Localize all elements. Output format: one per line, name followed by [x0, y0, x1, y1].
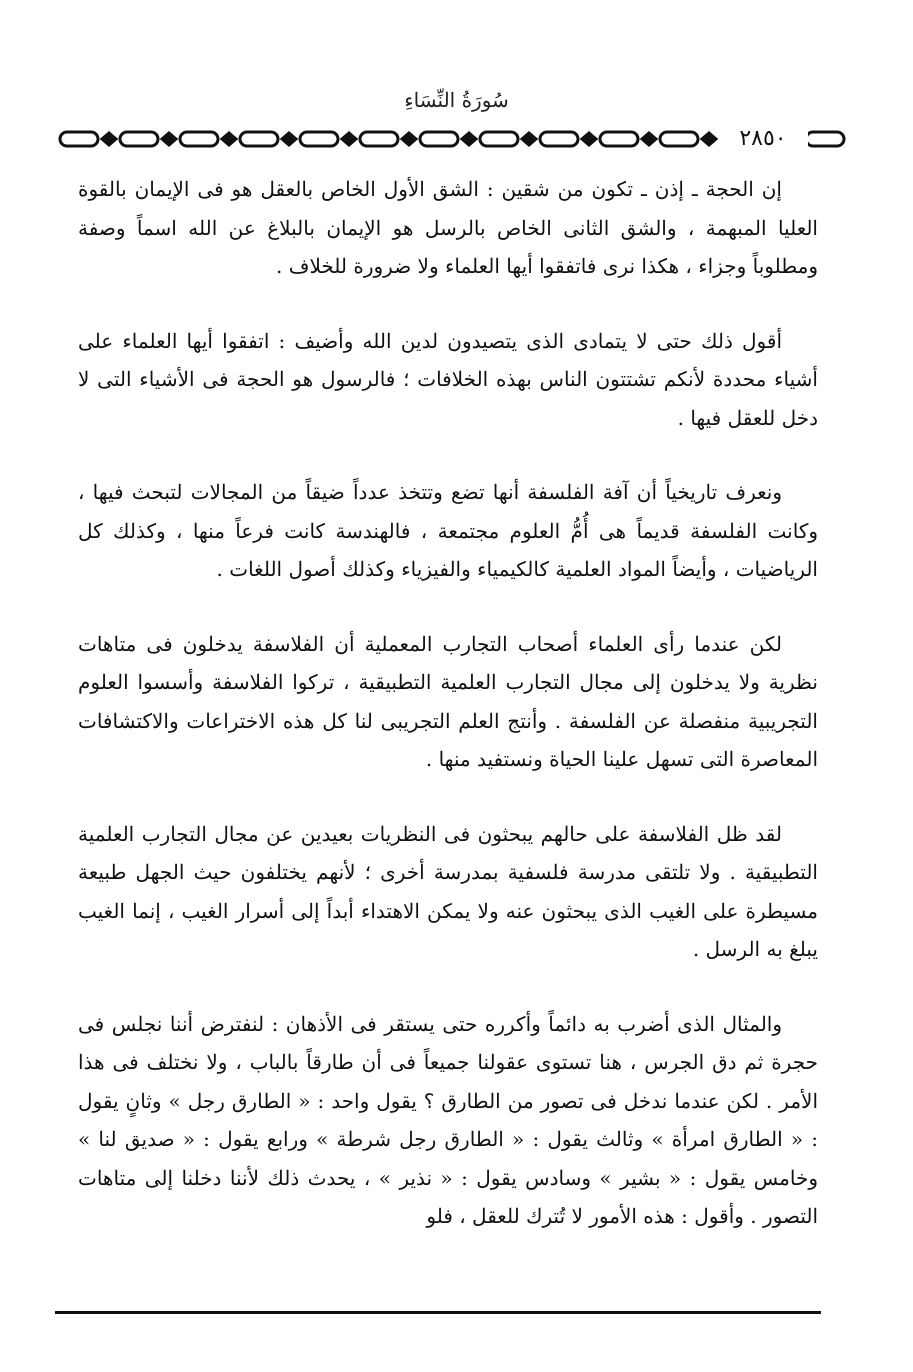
- footer-rule: [55, 1311, 821, 1314]
- paragraph: لكن عندما رأى العلماء أصحاب التجارب المعملية أن الفلاسفة يدخلون فى متاهات نظرية ولا يدخلون إلى مجال التجارب العلمية التطبيقية ، تركوا الفلاسفة وأسسوا العلوم التجريبية منفصلة عن الفلسفة . وأنتج العلم التجريبى لنا كل هذه الاختراعات والاكتشافات المعاصرة التى تسهل علينا الحياة ونستفيد منها .: [78, 631, 818, 771]
- body-text: [78, 170, 818, 1272]
- paragraph: ونعرف تاريخياً أن آفة الفلسفة أنها تضع وتتخذ عدداً ضيقاً من المجالات لتبحث فيها ، وكانت الفلسفة قديماً هى أُمُّ العلوم مجتمعة ، فالهندسة كانت فرعاً منها ، وكذلك كل الرياضيات ، وأيضاً المواد العلمية كالكيمياء والفيزياء وكذلك أصول اللغات .: [78, 480, 818, 581]
- paragraph: إن الحجة ـ إذن ـ تكون من شقين : الشق الأول الخاص بالعقل هو فى الإيمان بالقوة العليا المبهمة ، والشق الثانى الخاص بالرسل هو الإيمان بالبلاغ عن الله اسماً وصفة ومطلوباً وجزاء ، هكذا نرى فاتفقوا أيها العلماء ولا ضرورة للخلاف .: [78, 177, 818, 278]
- paragraph: والمثال الذى أضرب به دائماً وأكرره حتى يستقر فى الأذهان : لنفترض أننا نجلس فى حجرة ثم دق الجرس ، هنا تستوى عقولنا جميعاً فى أن طارقاً بالباب ، ولا نختلف فى هذا الأمر . لكن عندما ندخل فى تصور من الطارق ؟ يقول واحد : « الطارق رجل » وثانٍ يقول : « الطارق امرأة » وثالث يقول : « الطارق رجل شرطة » ورابع يقول : « صديق لنا » وخامس يقول : « بشير » وسادس يقول : « نذير » ، يحدث ذلك لأننا دخلنا إلى متاهات التصور . وأقول : هذه الأمور لا تُترك للعقل ، فلو: [78, 1011, 818, 1228]
- page-number: ٢٨٥٠: [718, 122, 808, 156]
- paragraph: لقد ظل الفلاسفة على حالهم يبحثون فى النظريات بعيدين عن مجال التجارب العلمية التطبيقية . ولا تلتقى مدرسة فلسفية بمدرسة أخرى ؛ لأنهم يختلفون حيث الجهل طبيعة مسيطرة على الغيب الذى يبحثون عنه ولا يمكن الاهتداء أبداً إلى أسرار الغيب ، إنما الغيب يبلغ به الرسل .: [78, 821, 818, 961]
- surah-title: سُورَةُ النِّسَاءِ: [404, 88, 509, 112]
- paragraph: أقول ذلك حتى لا يتمادى الذى يتصيدون لدين الله وأضيف : اتفقوا أيها العلماء على أشياء محددة لأنكم تشتتون الناس بهذه الخلافات ؛ فالرسول هو الحجة فى الأشياء التى لا دخل للعقل فيها .: [78, 328, 818, 430]
